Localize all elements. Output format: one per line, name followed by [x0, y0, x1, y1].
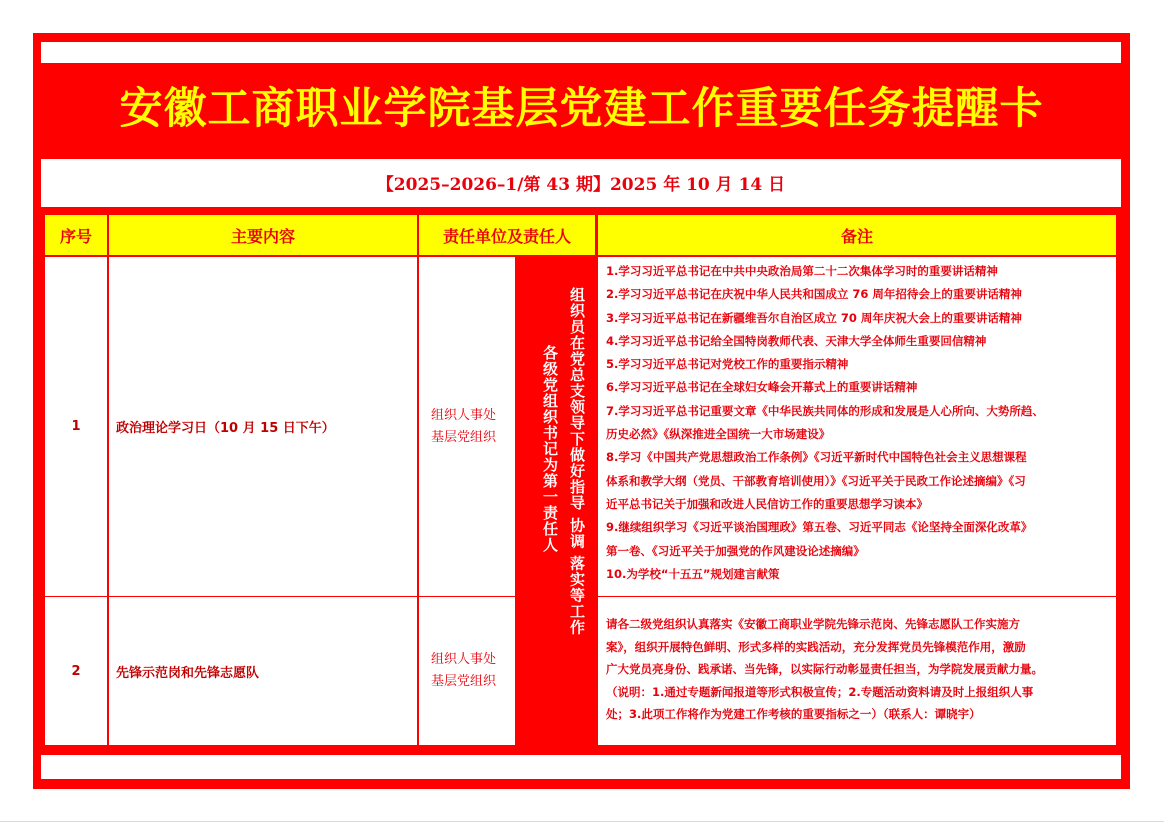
row-2-notes	[598, 597, 1116, 745]
row-1-notes	[598, 257, 1116, 596]
note-line: 5.学习习近平总书记对党校工作的重要指示精神	[606, 357, 849, 372]
header-responsible: 责任单位及责任人	[419, 215, 595, 255]
note-line: 6.学习习近平总书记在全球妇女峰会开幕式上的重要讲话精神	[606, 380, 918, 395]
top-white-strip	[41, 42, 1121, 63]
note-line: 案》，组织开展特色鲜明、形式多样的实践活动，充分发挥党员先锋模范作用，激励	[606, 639, 1026, 654]
responsibility-members: 组织员在党总支领导下做好指导 协调 落实等工作	[568, 287, 586, 636]
row-2-unit-line2: 基层党组织	[431, 674, 497, 689]
note-line: 10.为学校“十五五”规划建言献策	[606, 566, 780, 581]
row-2-index: 2	[45, 597, 107, 745]
row-1-index: 1	[45, 257, 107, 596]
task-table	[45, 215, 1116, 745]
row-1-unit-line2: 基层党组织	[431, 429, 497, 445]
note-line: （说明：1.通过专题新闻报道等形式积极宣传；2.专题活动资料请及时上报组织人事	[606, 684, 1034, 699]
note-line: 1.学习习近平总书记在中共中央政治局第二十二次集体学习时的重要讲话精神	[606, 264, 998, 278]
card-title: 安徽工商职业学院基层党建工作重要任务提醒卡	[119, 84, 1044, 134]
note-line: 8.学习《中国共产党思想政治工作条例》《习近平新时代中国特色社会主义思想课程	[606, 450, 1027, 465]
note-line: 近平总书记关于加强和改进人民信访工作的重要思想学习读本》	[606, 496, 928, 511]
issue-info: 【2025–2026–1/第 43 期】2025 年 10 月 14 日	[41, 159, 1121, 207]
note-line: 第一卷、《习近平关于加强党的作风建设论述摘编》	[606, 543, 865, 558]
note-line: 9.继续组织学习《习近平谈治国理政》第五卷、习近平同志《论坚持全面深化改革》	[606, 520, 1033, 535]
note-line: 4.学习习近平总书记给全国特岗教师代表、天津大学全体师生重要回信精神	[606, 333, 987, 348]
note-line: 2.学习习近平总书记在庆祝中华人民共和国成立 76 周年招待会上的重要讲话精神	[606, 287, 1022, 302]
row-2-unit-line1: 组织人事处	[431, 652, 497, 667]
reminder-card	[33, 33, 1130, 789]
row-2-content: 先锋示范岗和先锋志愿队	[109, 597, 417, 745]
note-line: 处；3.此项工作将作为党建工作考核的重要指标之一）（联系人：谭晓宇）	[606, 707, 981, 721]
row-1-unit	[419, 257, 515, 596]
row-2-unit	[419, 597, 515, 745]
header-index: 序号	[45, 215, 107, 255]
header-content: 主要内容	[109, 215, 417, 255]
row-1-unit-line1: 组织人事处	[431, 407, 497, 423]
note-line: 3.学习习近平总书记在新疆维吾尔自治区成立 70 周年庆祝大会上的重要讲话精神	[606, 310, 1022, 325]
row-1-content: 政治理论学习日（10 月 15 日下午）	[109, 257, 417, 596]
header-notes: 备注	[598, 215, 1116, 255]
bottom-white-strip	[41, 755, 1121, 779]
note-line: 广大党员亮身份、践承诺、当先锋，以实际行动彰显责任担当，为学院发展贡献力量。	[606, 662, 1043, 676]
note-line: 体系和教学大纲（党员、干部教育培训使用）》《习近平关于民政工作论述摘编》《习	[606, 473, 1026, 488]
responsibility-primary: 各级党组织书记为第一责任人	[541, 345, 559, 553]
note-line: 历史必然》《纵深推进全国统一大市场建设》	[606, 427, 831, 442]
note-line: 7.学习习近平总书记重要文章《中华民族共同体的形成和发展是人心所向、大势所趋、	[606, 403, 1044, 418]
note-line: 请各二级党组织认真落实《安徽工商职业学院先锋示范岗、先锋志愿队工作实施方	[606, 617, 1020, 631]
